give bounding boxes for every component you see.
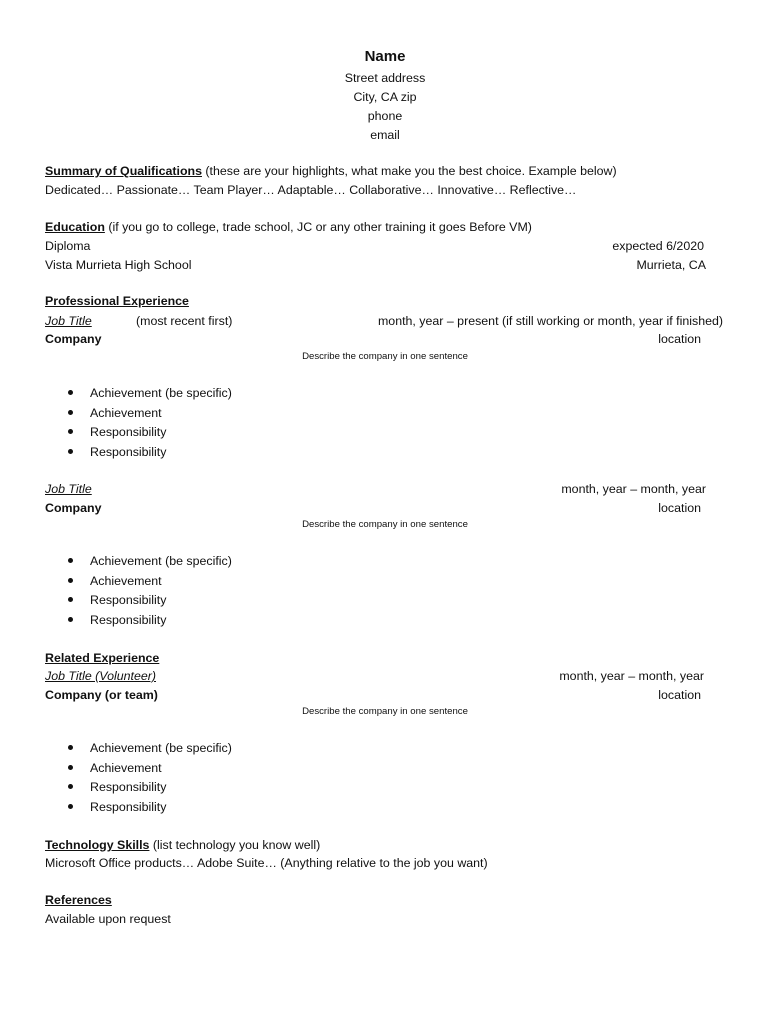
job1-describe: Describe the company in one sentence bbox=[302, 351, 468, 362]
bullet-icon bbox=[68, 429, 73, 434]
summary-heading: Summary of Qualifications bbox=[45, 164, 202, 178]
job1-dates: month, year – present (if still working or month, year if finished) bbox=[377, 314, 723, 328]
bullet-icon bbox=[68, 765, 73, 770]
summary-note: (these are your highlights, what make you the best choice. Example below) bbox=[201, 164, 617, 178]
bullet-icon bbox=[68, 558, 73, 563]
bullet-icon bbox=[68, 578, 73, 583]
education-school: Vista Murrieta High School bbox=[45, 258, 192, 272]
related-title: Job Title (Volunteer) bbox=[45, 669, 156, 683]
street-address: Street address bbox=[344, 71, 426, 85]
bullet-icon bbox=[68, 745, 73, 750]
related-location: location bbox=[658, 688, 701, 702]
education-expected: expected 6/2020 bbox=[612, 239, 704, 253]
references-heading: References bbox=[45, 893, 112, 907]
technology-note: (list technology you know well) bbox=[149, 838, 321, 852]
bullet-icon bbox=[68, 804, 73, 809]
education-location: Murrieta, CA bbox=[636, 258, 706, 272]
bullet-icon bbox=[68, 617, 73, 622]
education-note: (if you go to college, trade school, JC or any other training it goes Before VM) bbox=[104, 220, 532, 234]
summary-heading-line bbox=[45, 163, 617, 179]
city-state-zip: City, CA zip bbox=[353, 90, 417, 104]
resume-page: Name Street address City, CA zip phone email Summary of Qualifications (these are your highlights, what make you the best choice. Example below) Dedicated… Passionate… Team Player… Adaptable… Collaborative… Innovative… Reflective… Education (if you go to college, trade school, JC or any other training it goes Before VM) Diploma expected 6/2020 Vista Murrieta High School Murrieta, CA Professional Experience Job Title (most recent first) month, year – present (if still working or month, year if finished) Company location Describe the company in one sentence Achievement (be specific) Achievement Responsibility Responsibility Job Title month, year – month, year Company location Describe the company in one sentence Achievement (be specific) Achievement Responsibility Responsibility Related Experience Job Title (Volunteer) month, year – month, year Company (or team) location Describe the company in one sentence Achievement (be specific) Achievement Responsibility Responsibility Technology Skills (list technology you know well) Microsoft Office products… Adobe Suite… (Anything relative to the job you want) References Available upon request bbox=[0, 0, 770, 1024]
email: email bbox=[370, 128, 400, 142]
summary-text: Dedicated… Passionate… Team Player… Adaptable… Collaborative… Innovative… Reflective… bbox=[45, 183, 577, 197]
bullet-icon bbox=[68, 449, 73, 454]
education-heading: Education bbox=[45, 220, 105, 234]
job1-note: (most recent first) bbox=[136, 314, 233, 328]
job2-dates: month, year – month, year bbox=[561, 482, 706, 496]
job1-title: Job Title bbox=[45, 314, 92, 328]
technology-heading: Technology Skills bbox=[45, 838, 150, 852]
job2-company: Company bbox=[45, 501, 102, 515]
job2-location: location bbox=[658, 501, 701, 515]
job2-describe: Describe the company in one sentence bbox=[302, 519, 468, 530]
job1-company: Company bbox=[45, 332, 102, 346]
bullet-icon bbox=[68, 784, 73, 789]
bullet-icon bbox=[68, 410, 73, 415]
related-dates: month, year – month, year bbox=[559, 669, 704, 683]
education-diploma: Diploma bbox=[45, 239, 91, 253]
job2-title: Job Title bbox=[45, 482, 92, 496]
professional-heading: Professional Experience bbox=[45, 294, 189, 308]
job1-location: location bbox=[658, 332, 701, 346]
technology-heading-line bbox=[45, 837, 320, 853]
technology-text: Microsoft Office products… Adobe Suite… (Anything relative to the job you want) bbox=[45, 856, 488, 870]
references-text: Available upon request bbox=[45, 912, 171, 926]
bullet-icon bbox=[68, 390, 73, 395]
related-heading: Related Experience bbox=[45, 651, 160, 665]
education-heading-line bbox=[45, 219, 532, 235]
resume-name: Name bbox=[364, 48, 406, 65]
bullet-icon bbox=[68, 597, 73, 602]
related-describe: Describe the company in one sentence bbox=[302, 706, 468, 717]
phone: phone bbox=[367, 109, 403, 123]
related-company: Company (or team) bbox=[45, 688, 158, 702]
